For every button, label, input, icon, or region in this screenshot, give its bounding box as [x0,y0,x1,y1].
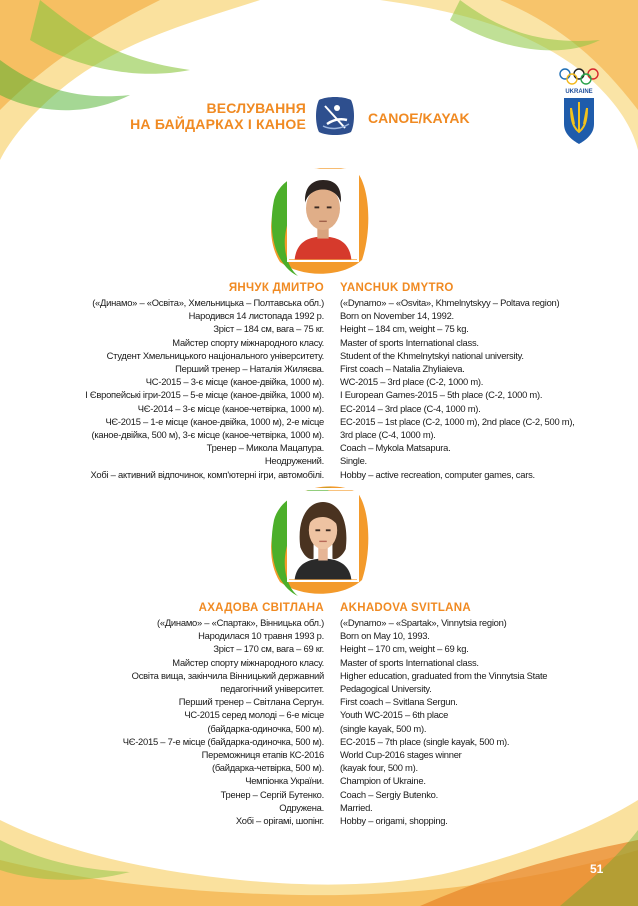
section-title-ua [130,100,306,132]
bio-line: ЧЄ-2014 – 3-є місце (каное-четвірка, 1000 м). [137,402,324,414]
bio-line: Зріст – 170 см, вага – 69 кг. [213,643,324,655]
athlete-name-en: AKHADOVA SVITLANA [340,602,471,614]
bio-line: («Динамо» – «Освіта», Хмельницька – Полтавська обл.) [92,297,324,308]
bio-line: Зріст – 184 см, вага – 75 кг. [213,323,324,335]
bio-line: I European Games-2015 – 5th place (C-2, 1000 m). [340,389,543,401]
bio-line: (байдарка-четвірка, 500 м). [211,762,324,774]
bio-line: Неодружений. [264,455,324,467]
bio-line: Народився 14 листопада 1992 р. [188,310,324,322]
bio-line: ЧС-2015 – 3-є місце (каное-двійка, 1000 м). [145,376,324,388]
bio-line: (kayak four, 500 m). [340,762,418,774]
bio-line: EC-2015 – 7th place (single kayak, 500 m). [340,735,510,747]
bio-line: Hobby – origami, shopping. [340,815,448,827]
olympic-emblem [556,66,602,146]
bio-line: I Європейські ігри-2015 – 5-е місце (каное-двійка, 1000 м). [85,389,324,401]
bio-line: Народилася 10 травня 1993 р. [198,630,324,642]
bio-line: (байдарка-одиночка, 500 м). [207,722,324,734]
bio-line: ЧС-2015 серед молоді – 6-е місце [184,709,324,721]
bio-line: Хобі – орігамі, шопінг. [235,815,324,827]
athlete-bio-ua [24,616,324,827]
bio-line: Higher education, graduated from the Vinnytsia State [340,669,548,681]
bio-line: Youth WC-2015 – 6th place [340,709,449,721]
bio-line: Coach – Mykola Matsapura. [340,442,451,454]
bio-line: Hobby – active recreation, computer games, cars. [340,468,535,480]
bio-line: 3rd place (C-4, 1000 m). [340,429,436,441]
bio-line: Чемпіонка України. [245,775,324,787]
bio-line: («Динамо» – «Спартак», Вінницька обл.) [157,617,324,628]
bio-line: («Dynamo» – «Spartak», Vinnytsia region) [340,617,507,628]
page-number: 51 [590,862,604,876]
photo-frame-1 [262,160,372,280]
athlete-name-en: YANCHUK DMYTRO [340,282,454,294]
bio-line: Переможниця етапів КС-2016 [201,749,324,761]
bio-line: Освіта вища, закінчила Вінницький державний [131,669,324,681]
athlete-name-ua: ЯНЧУК ДМИТРО [228,282,324,294]
bio-line: Height – 184 cm, weight – 75 kg. [340,323,469,335]
bio-line: First coach – Natalia Zhyliaieva. [340,363,465,375]
athlete-bio-ua [24,296,324,481]
bio-line: (single kayak, 500 m). [340,722,427,734]
bio-line: Height – 170 cm, weight – 69 kg. [340,643,469,655]
bio-line: EC-2015 – 1st place (C-2, 1000 m), 2nd place (C-2, 500 m), [340,415,575,427]
bio-line: Single. [340,455,367,467]
photo-frame-2 [262,478,372,600]
bio-line: Champion of Ukraine. [340,775,426,787]
bio-line: Born on May 10, 1993. [340,630,430,642]
bio-line: Coach – Sergiy Butenko. [340,788,438,800]
canoe-kayak-icon [313,94,357,138]
section-title-ua-line2: НА БАЙДАРКАХ І КАНОЕ [130,116,306,132]
bio-line: Тренер – Микола Мацапура. [206,442,324,454]
bio-line: педагогічний університет. [220,683,324,695]
bio-line: (каное-двійка, 500 м), 3-є місце (каное-четвірка, 1000 м). [91,429,324,441]
bio-line: World Cup-2016 stages winner [340,749,462,761]
bio-line: Студент Хмельницького національного університету. [106,349,324,361]
olympic-label: UKRAINE [565,89,593,95]
athlete-photo-1 [287,166,359,262]
bio-line: ЧЄ-2015 – 7-е місце (байдарка-одиночка, 500 м). [122,735,324,747]
bio-line: Married. [340,801,373,813]
bio-line: Master of sports International class. [340,656,479,668]
bio-line: ЧЄ-2015 – 1-е місце (каное-двійка, 1000 м), 2-е місце [105,415,324,427]
bio-line: First coach – Svitlana Sergun. [340,696,458,708]
bio-line: Перший тренер – Світлана Сергун. [178,696,324,708]
athlete-photo-2 [287,488,359,582]
section-title-en: CANOE/KAYAK [368,110,470,126]
athlete-name-ua: АХАДОВА СВІТЛАНА [198,602,324,614]
bio-line: Student of the Khmelnytskyi national university. [340,349,524,361]
bio-line: Одружена. [279,801,324,813]
bio-line: Pedagogical University. [340,683,432,695]
athlete-bio-en [340,296,630,481]
bio-line: Хобі – активний відпочинок, комп'ютерні ігри, автомобілі. [90,468,324,480]
bio-line: Майстер спорту міжнародного класу. [172,656,324,668]
bio-line: Майстер спорту міжнародного класу. [172,336,324,348]
bio-line: Тренер – Сергій Бутенко. [220,788,324,800]
bio-line: («Dynamo» – «Osvita», Khmelnytskyy – Poltava region) [340,297,560,308]
bio-line: WC-2015 – 3rd place (C-2, 1000 m). [340,376,484,388]
bio-line: Born on November 14, 1992. [340,310,454,322]
athlete-bio-en [340,616,630,827]
section-title-ua-line1: ВЕСЛУВАННЯ [206,100,306,116]
bio-line: Перший тренер – Наталія Жиляєва. [175,363,324,375]
bio-line: Master of sports International class. [340,336,479,348]
bio-line: EC-2014 – 3rd place (C-4, 1000 m). [340,402,481,414]
